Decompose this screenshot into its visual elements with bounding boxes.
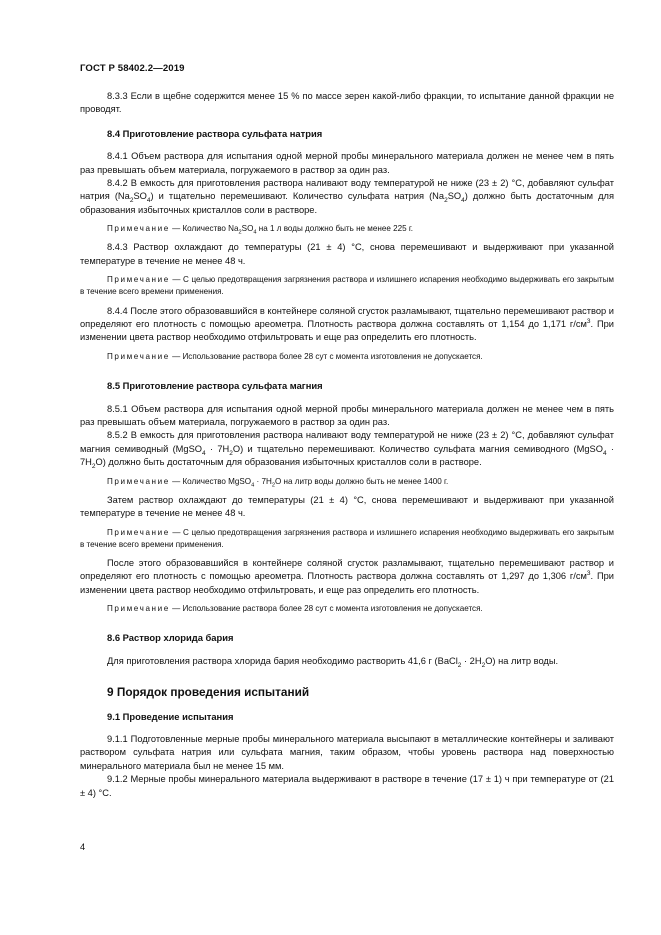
paragraph-8-5-2: 8.5.2 В емкость для приготовления раствора наливают воду температурой не ниже (23 ± 2) °С, добавляют сульфат магния семиводный (MgSO$_4$ · $7H_2O$) и тщательно перемешивают. Количество сульфата магния семиводного (MgSO$_4$ · $7H_2O$) должно быть достаточным для образования избыточных кристаллов соли в растворе.: [80, 430, 615, 470]
paragraph-8-4-1: 8.4.1 Объем раствора для испытания одной мерной пробы минерального материала должен не менее чем в пять раз превышать объем материала, погружаемого в раствор за один раз.: [80, 151, 614, 175]
document-body: [80, 90, 614, 800]
paragraph-9-1-1: 9.1.1 Подготовленные мерные пробы минерального материала высыпают в металлические контейнеры и заливают раствором сульфата натрия или сульфата магния, таким образом, чтобы уровень раствора над поверхностью минерального материала был не менее 15 мм.: [80, 734, 614, 771]
paragraph-8-5-4: После этого образовавшийся в контейнере соляной сгусток разламывают, тщательно перемешивают раствор и определяют его плотность с помощью ареометра. Плотность раствора должна составлять от 1,297 до 1,306 $г/см^3$. При изменении цвета раствор необходимо отфильтровать, и еще раз определить его плотность.: [80, 557, 614, 595]
note-8-4-a: Примечание — Количество $Na_2SO_4$ на 1 л воды должно быть не менее 225 г.: [107, 224, 414, 236]
note-8-4-b: Примечание — С целью предотвращения загрязнения раствора и излишнего испарения необходимо выдерживать его закрытым в течение всего времени применения.: [80, 275, 614, 297]
section-8-4-title: 8.4 Приготовление раствора сульфата натрия: [107, 127, 323, 139]
paragraph-8-6: Для приготовления раствора хлорида бария необходимо растворить 41,6 г (BaCl$_2$ · $2H_2O$) на литр воды.: [107, 655, 559, 669]
section-9-title: 9 Порядок проведения испытаний: [107, 685, 310, 700]
paragraph-8-5-3: Затем раствор охлаждают до температуры (21 ± 4) °С, снова перемешивают и выдерживают при указанной температуре в течение не менее 48 ч.: [80, 494, 614, 519]
document-header: ГОСТ Р 58402.2—2019: [80, 63, 185, 74]
page-number: 4: [80, 842, 86, 852]
note-8-5-c: Примечание — Использование раствора более 28 сут с момента изготовления не допускается.: [107, 604, 483, 614]
paragraph-8-4-2: 8.4.2 В емкость для приготовления раствора наливают воду температурой не ниже (23 ± 2) °С, добавляют сульфат натрия $(Na_2SO_4)$ и тщательно перемешивают. Количество сульфата натрия $(Na_2SO_4)$ должно быть достаточным для образования избыточных кристаллов соли в растворе.: [80, 178, 614, 215]
paragraph-8-4-4: 8.4.4 После этого образовавшийся в контейнере соляной сгусток разламывают, тщательно перемешивают раствор и определяют его плотность с помощью ареометра. Плотность раствора должна составлять от 1,154 до 1,171 $г/см^3$. При изменении цвета раствор необходимо отфильтровать и еще раз определить его плотность.: [80, 305, 614, 343]
section-8-6-title: 8.6 Раствор хлорида бария: [107, 632, 234, 644]
section-8-5-title: 8.5 Приготовление раствора сульфата магния: [107, 380, 323, 392]
paragraph-8-4-3: 8.4.3 Раствор охлаждают до температуры (21 ± 4) °С, снова перемешивают и выдерживают при указанной температуре в течение не менее 48 ч.: [80, 242, 614, 266]
paragraph-8-5-1: 8.5.1 Объем раствора для испытания одной мерной пробы минерального материала должен не менее чем в пять раз превышать объем материала, погружаемого в раствор за один раз.: [80, 403, 614, 427]
paragraph-8-3-3: 8.3.3 Если в щебне содержится менее 15 % по массе зерен какой-либо фракции, то испытание данной фракции не проводят.: [80, 91, 614, 115]
note-8-5-b: Примечание — С целью предотвращения загрязнения раствора и излишнего испарения необходимо выдерживать его закрытым в течение всего времени применения.: [80, 527, 614, 549]
paragraph-9-1-2: 9.1.2 Мерные пробы минерального материала выдерживают в растворе в течение (17 ± 1) ч при температуре от (21 ± 4) °С.: [80, 774, 614, 798]
section-9-1-title: 9.1 Проведение испытания: [107, 710, 234, 722]
note-8-5-a: Примечание — Количество MgSO$_4$ · $7H_2O$ на литр воды должно быть не менее 1400 г.: [107, 476, 449, 489]
note-8-4-c: Примечание — Использование раствора более 28 сут с момента изготовления не допускается.: [107, 351, 483, 361]
